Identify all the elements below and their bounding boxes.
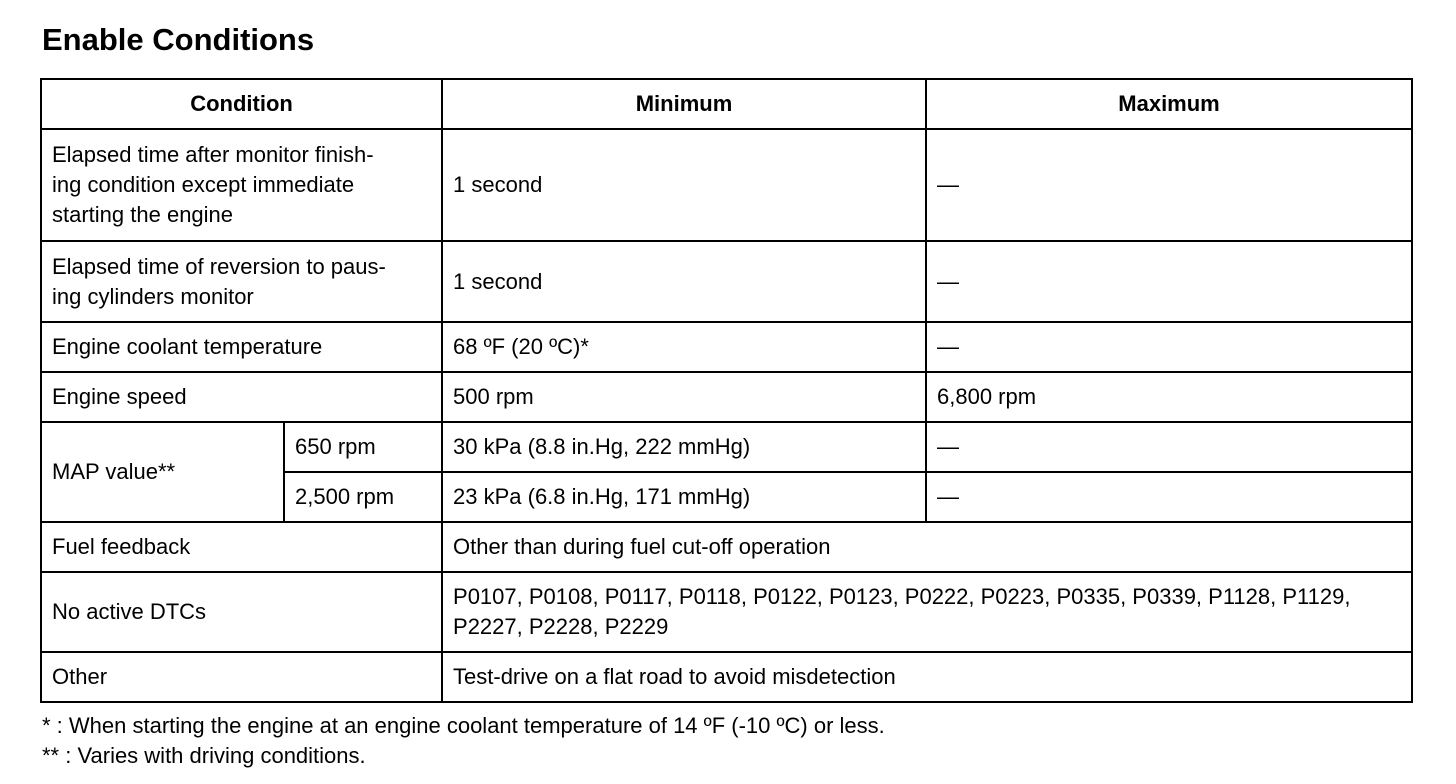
minimum-cell: 1 second [442,129,926,241]
table-row [41,522,1412,572]
condition-cell: Other [41,652,442,702]
condition-cell: Engine coolant temperature [41,322,442,372]
minimum-cell: 23 kPa (6.8 in.Hg, 171 mmHg) [442,472,926,522]
enable-conditions-table [40,78,1413,703]
header-condition: Condition [41,79,442,129]
table-row [41,241,1412,322]
table-row [41,652,1412,702]
table-row [41,129,1412,241]
page-title: Enable Conditions [42,22,315,57]
rpm-cell: 650 rpm [284,422,442,472]
table-header-row [41,79,1412,129]
value-cell: Other than during fuel cut-off operation [442,522,1412,572]
minimum-cell: 68 ºF (20 ºC)* [442,322,926,372]
maximum-cell: 6,800 rpm [926,372,1412,422]
header-maximum: Maximum [926,79,1412,129]
table-row [41,372,1412,422]
maximum-cell: — [926,472,1412,522]
value-cell: Test-drive on a flat road to avoid misdetection [442,652,1412,702]
minimum-cell: 1 second [442,241,926,322]
table-row [41,572,1412,652]
rpm-cell: 2,500 rpm [284,472,442,522]
footnote-double-asterisk: ** : Varies with driving conditions. [42,743,366,768]
header-minimum: Minimum [442,79,926,129]
value-cell: P0107, P0108, P0117, P0118, P0122, P0123, P0222, P0223, P0335, P0339, P1128, P1129, P2227, P2228, P2229 [442,572,1412,652]
condition-cell: No active DTCs [41,572,442,652]
condition-cell: MAP value** [41,422,284,522]
condition-cell: Elapsed time of reversion to paus- ing cylinders monitor [41,241,442,322]
maximum-cell: — [926,129,1412,241]
condition-cell: Elapsed time after monitor finish- ing condition except immediate starting the engine [41,129,442,241]
maximum-cell: — [926,422,1412,472]
minimum-cell: 30 kPa (8.8 in.Hg, 222 mmHg) [442,422,926,472]
minimum-cell: 500 rpm [442,372,926,422]
footnote-single-asterisk: * : When starting the engine at an engine coolant temperature of 14 ºF (-10 ºC) or less. [42,713,885,738]
maximum-cell: — [926,241,1412,322]
table-row [41,322,1412,372]
condition-cell: Fuel feedback [41,522,442,572]
condition-cell: Engine speed [41,372,442,422]
maximum-cell: — [926,322,1412,372]
table-row [41,422,1412,472]
